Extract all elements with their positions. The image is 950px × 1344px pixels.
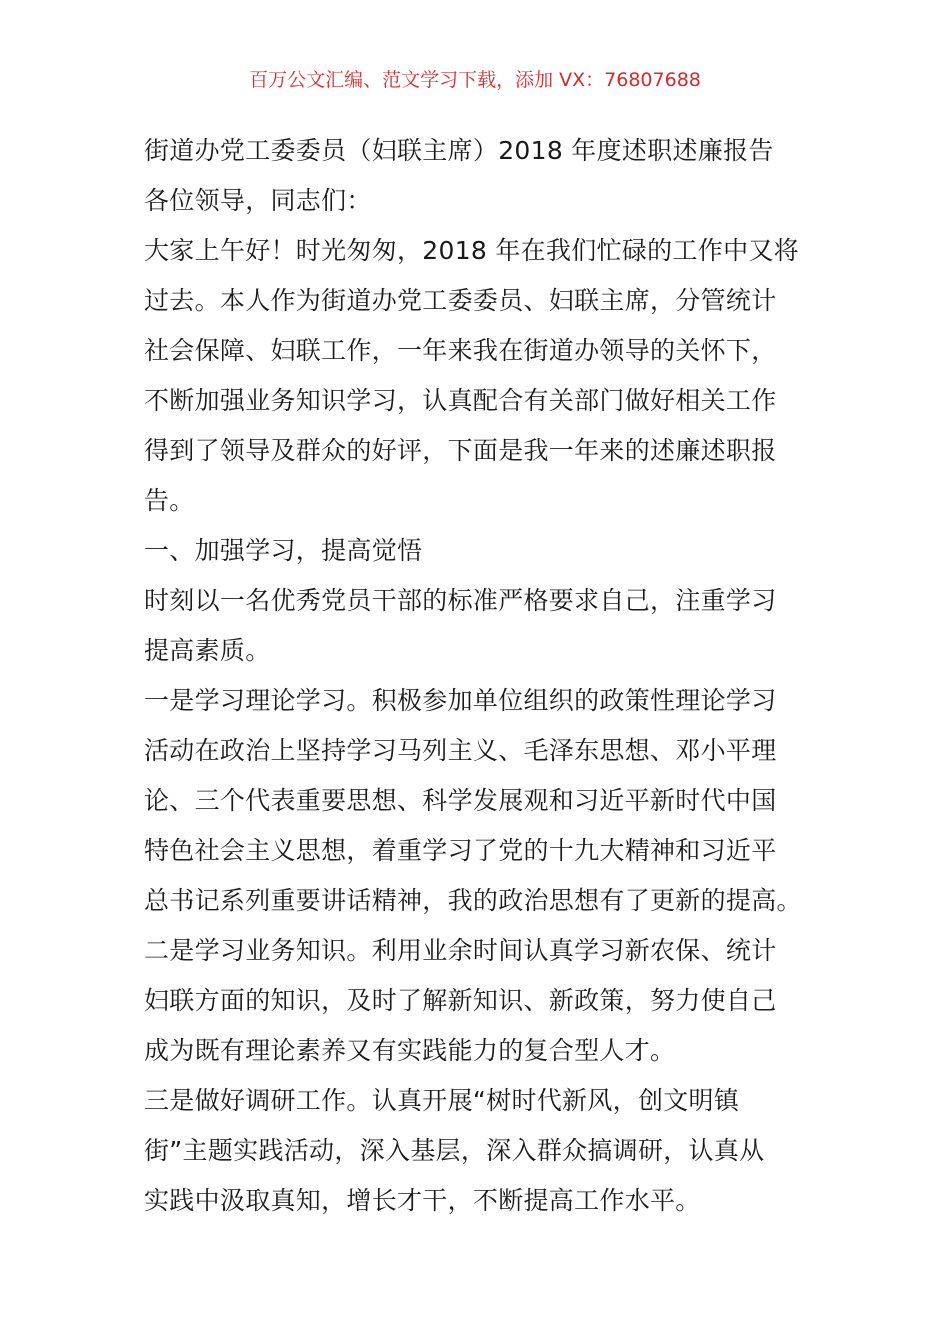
text-line: 得到了领导及群众的好评，下面是我一年来的述廉述职报: [144, 436, 777, 465]
text-line: 妇联方面的知识，及时了解新知识、新政策，努力使自己: [144, 986, 777, 1015]
text-line: 成为既有理论素养又有实践能力的复合型人才。: [144, 1036, 676, 1065]
watermark-header: 百万公文汇编、范文学习下载，添加 VX：76807688: [249, 69, 701, 91]
text-line: 提高素质。: [144, 636, 271, 665]
text-line: 论、三个代表重要思想、科学发展观和习近平新时代中国: [144, 786, 777, 815]
document-body: [144, 126, 809, 1226]
section-heading: 一、加强学习，提高觉悟: [144, 536, 423, 565]
document-title: 街道办党工委委员（妇联主席）2018 年度述职述廉报告: [144, 136, 774, 165]
text-line: 三是做好调研工作。认真开展“树时代新风，创文明镇: [144, 1086, 740, 1115]
text-line: 街”主题实践活动，深入基层，深入群众搞调研，认真从: [144, 1136, 765, 1165]
text-line: 二是学习业务知识。利用业余时间认真学习新农保、统计: [144, 936, 777, 965]
text-line: 实践中汲取真知，增长才干，不断提高工作水平。: [144, 1186, 701, 1215]
text-line: 活动在政治上坚持学习马列主义、毛泽东思想、邓小平理: [144, 736, 777, 765]
text-line: 特色社会主义思想，着重学习了党的十九大精神和习近平: [144, 836, 777, 865]
text-line: 时刻以一名优秀党员干部的标准严格要求自己，注重学习: [144, 586, 777, 615]
text-line: 不断加强业务知识学习，认真配合有关部门做好相关工作: [144, 386, 777, 415]
text-line: 总书记系列重要讲话精神，我的政治思想有了更新的提高。: [144, 886, 802, 915]
text-line: 大家上午好！时光匆匆，2018 年在我们忙碌的工作中又将: [144, 236, 799, 265]
text-line: 社会保障、妇联工作，一年来我在街道办领导的关怀下，: [144, 336, 777, 365]
text-line: 过去。本人作为街道办党工委委员、妇联主席，分管统计: [144, 286, 777, 315]
salutation: 各位领导，同志们：: [144, 186, 372, 215]
text-line: 一是学习理论学习。积极参加单位组织的政策性理论学习: [144, 686, 777, 715]
text-line: 告。: [144, 486, 195, 515]
